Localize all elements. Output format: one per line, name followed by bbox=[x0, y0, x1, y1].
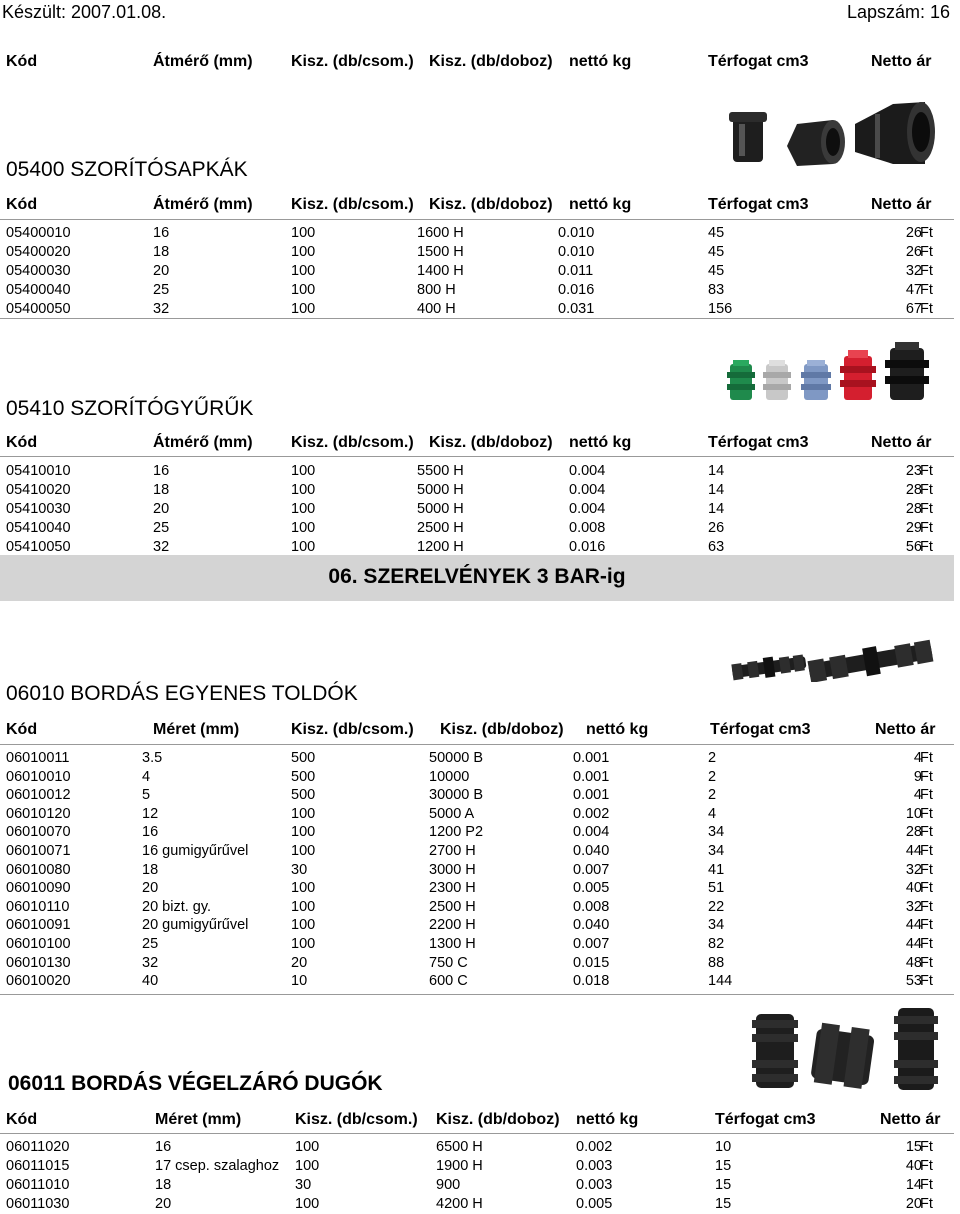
table-row bbox=[0, 936, 960, 954]
cell-terfogat: 15 bbox=[715, 1158, 732, 1174]
cell-meret: 20 bbox=[155, 1196, 172, 1212]
table-row bbox=[0, 263, 960, 281]
col-kisz-doboz: Kisz. (db/doboz) bbox=[440, 721, 564, 738]
cell-currency: Ft bbox=[920, 898, 933, 915]
col-netto-kg: nettó kg bbox=[569, 53, 632, 70]
connector-product-image bbox=[728, 636, 940, 682]
table-row bbox=[0, 899, 960, 917]
cell-currency: Ft bbox=[920, 263, 933, 279]
col-kod: Kód bbox=[6, 1111, 38, 1128]
cell-currency: Ft bbox=[920, 824, 933, 841]
cell-price: 47 bbox=[905, 282, 922, 298]
col-terfogat: Térfogat cm3 bbox=[708, 434, 809, 451]
divider bbox=[0, 318, 954, 319]
cell-kod: 05400020 bbox=[6, 244, 71, 260]
cell-price: 28 bbox=[905, 501, 922, 517]
table-row bbox=[0, 843, 960, 861]
col-netto-ar: Netto ár bbox=[871, 53, 932, 70]
cell-kisz-doboz: 30000 B bbox=[429, 787, 484, 804]
cell-price: 28 bbox=[905, 482, 922, 498]
cell-kod: 05400030 bbox=[6, 263, 71, 279]
cell-kisz-doboz: 2300 H bbox=[429, 880, 476, 897]
cell-kisz-doboz: 1600 H bbox=[417, 225, 464, 241]
col-kod: Kód bbox=[6, 434, 38, 451]
cell-kisz-doboz: 1200 P2 bbox=[429, 824, 484, 841]
col-netto-ar: Netto ár bbox=[875, 721, 936, 738]
cell-kisz-csom: 100 bbox=[291, 917, 316, 934]
col-kisz-csom: Kisz. (db/csom.) bbox=[295, 1111, 418, 1128]
cell-meret: 18 bbox=[153, 244, 170, 260]
cell-kisz-doboz: 800 H bbox=[417, 282, 456, 298]
cell-meret: 17 csep. szalaghoz bbox=[155, 1158, 280, 1174]
cell-kisz-doboz: 2200 H bbox=[429, 917, 476, 934]
cell-netto-kg: 0.001 bbox=[573, 768, 610, 785]
cell-kisz-csom: 100 bbox=[291, 805, 316, 822]
cell-netto-kg: 0.003 bbox=[576, 1158, 613, 1174]
cell-price: 4 bbox=[913, 787, 922, 804]
cell-meret: 18 bbox=[153, 482, 170, 498]
cell-kisz-csom: 100 bbox=[291, 301, 316, 317]
col-meret: Méret (mm) bbox=[155, 1111, 242, 1128]
cell-kisz-csom: 100 bbox=[291, 244, 316, 260]
cell-netto-kg: 0.004 bbox=[569, 482, 606, 498]
cell-netto-kg: 0.007 bbox=[573, 936, 610, 952]
cell-netto-kg: 0.004 bbox=[569, 463, 606, 479]
table-row bbox=[0, 301, 960, 319]
divider bbox=[0, 744, 954, 745]
cell-kod: 06010070 bbox=[6, 824, 71, 841]
cell-price: 14 bbox=[905, 1177, 922, 1193]
cell-kisz-doboz: 5000 A bbox=[429, 805, 475, 822]
table-row bbox=[0, 787, 960, 805]
section-title: 06010 BORDÁS EGYENES TOLDÓK bbox=[6, 682, 358, 705]
cell-kisz-doboz: 2700 H bbox=[429, 843, 476, 859]
cell-price: 9 bbox=[913, 768, 922, 785]
cell-currency: Ft bbox=[920, 973, 933, 990]
cell-currency: Ft bbox=[920, 301, 933, 317]
cell-netto-kg: 0.002 bbox=[573, 805, 610, 822]
cell-kod: 06010110 bbox=[6, 898, 70, 915]
cell-price: 26 bbox=[905, 244, 922, 260]
table-row bbox=[0, 862, 960, 880]
cell-currency: Ft bbox=[920, 843, 933, 859]
cell-kisz-csom: 100 bbox=[291, 843, 316, 859]
cell-netto-kg: 0.007 bbox=[573, 861, 610, 878]
cell-kisz-doboz: 750 C bbox=[429, 954, 468, 971]
cell-meret: 18 bbox=[142, 861, 159, 878]
col-netto-kg: nettó kg bbox=[586, 721, 649, 738]
col-kod: Kód bbox=[6, 721, 38, 738]
cell-netto-kg: 0.008 bbox=[573, 898, 610, 915]
cell-price: 53 bbox=[905, 973, 922, 990]
cell-terfogat: 83 bbox=[708, 282, 725, 298]
cell-kisz-doboz: 1200 H bbox=[417, 539, 464, 555]
section-title: 06011 BORDÁS VÉGELZÁRÓ DUGÓK bbox=[8, 1072, 383, 1095]
cell-currency: Ft bbox=[920, 880, 933, 897]
cell-kisz-csom: 500 bbox=[291, 768, 316, 785]
cell-currency: Ft bbox=[920, 1177, 933, 1193]
cell-kisz-csom: 100 bbox=[295, 1139, 320, 1155]
cell-kisz-doboz: 5000 H bbox=[417, 501, 464, 517]
cell-kod: 06010020 bbox=[6, 973, 71, 990]
cell-currency: Ft bbox=[920, 225, 933, 241]
cell-price: 10 bbox=[905, 805, 922, 822]
cell-kisz-doboz: 5000 H bbox=[417, 482, 464, 498]
cell-terfogat: 26 bbox=[708, 520, 725, 536]
cell-terfogat: 15 bbox=[715, 1196, 732, 1212]
col-kisz-doboz: Kisz. (db/doboz) bbox=[429, 196, 553, 213]
cell-kod: 06011010 bbox=[6, 1177, 70, 1193]
cell-meret: 32 bbox=[153, 539, 170, 555]
cell-kisz-csom: 500 bbox=[291, 750, 316, 766]
cell-kisz-doboz: 900 bbox=[436, 1177, 461, 1193]
cell-kisz-doboz: 2500 H bbox=[429, 898, 476, 915]
cell-netto-kg: 0.016 bbox=[558, 282, 595, 298]
cell-terfogat: 41 bbox=[708, 861, 725, 878]
cell-currency: Ft bbox=[920, 787, 933, 804]
cell-netto-kg: 0.004 bbox=[569, 501, 606, 517]
cell-netto-kg: 0.010 bbox=[558, 225, 595, 241]
cell-netto-kg: 0.004 bbox=[573, 824, 610, 841]
col-kisz-doboz: Kisz. (db/doboz) bbox=[429, 53, 553, 70]
cell-price: 44 bbox=[905, 843, 922, 859]
cell-currency: Ft bbox=[920, 482, 933, 498]
cell-meret: 16 bbox=[142, 824, 159, 841]
cell-terfogat: 14 bbox=[708, 482, 725, 498]
cell-terfogat: 45 bbox=[708, 263, 725, 279]
divider bbox=[0, 219, 954, 220]
cell-meret: 20 bbox=[153, 263, 170, 279]
cell-kod: 06010090 bbox=[6, 880, 71, 897]
cell-currency: Ft bbox=[920, 861, 933, 878]
ring-product-image bbox=[724, 340, 940, 406]
banner-title: 06. SZERELVÉNYEK 3 BAR-ig bbox=[328, 565, 626, 588]
cell-terfogat: 14 bbox=[708, 501, 725, 517]
table-row bbox=[0, 973, 960, 991]
section-title: 05410 SZORÍTÓGYŰRŰK bbox=[6, 397, 254, 420]
col-atmero: Átmérő (mm) bbox=[153, 434, 253, 451]
cell-kod: 06010080 bbox=[6, 861, 71, 878]
cell-netto-kg: 0.040 bbox=[573, 917, 610, 934]
col-netto-ar: Netto ár bbox=[871, 196, 932, 213]
cell-kod: 05410040 bbox=[6, 520, 71, 536]
cell-kisz-csom: 100 bbox=[291, 482, 316, 498]
cell-price: 56 bbox=[905, 539, 922, 555]
cell-kod: 05400040 bbox=[6, 282, 71, 298]
cell-kisz-csom: 100 bbox=[295, 1196, 320, 1212]
cell-meret: 16 bbox=[155, 1139, 172, 1155]
cell-kisz-doboz: 50000 B bbox=[429, 750, 484, 766]
cell-netto-kg: 0.005 bbox=[576, 1196, 613, 1212]
cell-price: 32 bbox=[905, 861, 922, 878]
cell-terfogat: 45 bbox=[708, 244, 725, 260]
cell-price: 40 bbox=[905, 880, 922, 897]
cell-netto-kg: 0.001 bbox=[573, 750, 610, 766]
cell-terfogat: 88 bbox=[708, 954, 725, 971]
cell-kisz-doboz: 6500 H bbox=[436, 1139, 483, 1155]
col-kod: Kód bbox=[6, 53, 38, 70]
cell-currency: Ft bbox=[920, 282, 933, 298]
cell-meret: 25 bbox=[153, 282, 170, 298]
cell-price: 20 bbox=[905, 1196, 922, 1212]
cell-terfogat: 82 bbox=[708, 936, 725, 952]
cell-kod: 06011030 bbox=[6, 1196, 70, 1212]
cell-currency: Ft bbox=[920, 805, 933, 822]
cap-product-image bbox=[725, 94, 940, 170]
cell-netto-kg: 0.040 bbox=[573, 843, 610, 859]
cell-terfogat: 2 bbox=[708, 787, 717, 804]
cell-price: 44 bbox=[905, 917, 922, 934]
table-row bbox=[0, 225, 960, 243]
cell-price: 48 bbox=[905, 954, 922, 971]
cell-kisz-doboz: 3000 H bbox=[429, 861, 476, 878]
category-banner bbox=[0, 555, 954, 601]
cell-currency: Ft bbox=[920, 750, 933, 766]
col-terfogat: Térfogat cm3 bbox=[715, 1111, 816, 1128]
cell-kisz-doboz: 4200 H bbox=[436, 1196, 483, 1212]
table-row bbox=[0, 880, 960, 898]
cell-terfogat: 14 bbox=[708, 463, 725, 479]
cell-kod: 06010100 bbox=[6, 936, 71, 952]
col-terfogat: Térfogat cm3 bbox=[708, 196, 809, 213]
cell-kisz-doboz: 2500 H bbox=[417, 520, 464, 536]
cell-meret: 5 bbox=[142, 787, 151, 804]
cell-meret: 32 bbox=[153, 301, 170, 317]
table-row bbox=[0, 501, 960, 519]
cell-kod: 05400010 bbox=[6, 225, 71, 241]
cell-kisz-csom: 100 bbox=[291, 501, 316, 517]
divider bbox=[0, 1133, 954, 1134]
col-kod: Kód bbox=[6, 196, 38, 213]
cell-meret: 20 bbox=[153, 501, 170, 517]
cell-kisz-csom: 100 bbox=[291, 463, 316, 479]
table-row bbox=[0, 463, 960, 481]
col-meret: Méret (mm) bbox=[153, 721, 240, 738]
cell-kisz-doboz: 1300 H bbox=[429, 936, 476, 952]
cell-terfogat: 63 bbox=[708, 539, 725, 555]
col-netto-kg: nettó kg bbox=[569, 434, 632, 451]
cell-terfogat: 34 bbox=[708, 824, 725, 841]
cell-kisz-csom: 100 bbox=[291, 880, 316, 897]
cell-terfogat: 34 bbox=[708, 843, 725, 859]
table-row bbox=[0, 520, 960, 538]
cell-kod: 06010130 bbox=[6, 954, 71, 971]
col-netto-kg: nettó kg bbox=[576, 1111, 639, 1128]
table-row bbox=[0, 769, 960, 787]
table-row bbox=[0, 1158, 960, 1176]
table-row bbox=[0, 1196, 960, 1214]
col-kisz-csom: Kisz. (db/csom.) bbox=[291, 53, 414, 70]
cell-kod: 06011020 bbox=[6, 1139, 70, 1155]
cell-currency: Ft bbox=[920, 917, 933, 934]
plug-product-image bbox=[748, 1004, 940, 1096]
cell-kod: 05410020 bbox=[6, 482, 71, 498]
cell-currency: Ft bbox=[920, 501, 933, 517]
cell-terfogat: 34 bbox=[708, 917, 725, 934]
cell-kisz-csom: 100 bbox=[291, 282, 316, 298]
cell-kisz-doboz: 1500 H bbox=[417, 244, 464, 260]
created-date: Készült: 2007.01.08. bbox=[2, 2, 167, 22]
cell-kod: 05410030 bbox=[6, 501, 71, 517]
cell-price: 67 bbox=[905, 301, 922, 317]
table-row bbox=[0, 806, 960, 824]
cell-terfogat: 4 bbox=[708, 805, 717, 822]
cell-currency: Ft bbox=[920, 539, 933, 555]
cell-kisz-csom: 20 bbox=[291, 954, 308, 971]
divider bbox=[0, 456, 954, 457]
col-netto-ar: Netto ár bbox=[871, 434, 932, 451]
col-atmero: Átmérő (mm) bbox=[153, 196, 253, 213]
table-row bbox=[0, 750, 960, 768]
table-row bbox=[0, 917, 960, 935]
cell-kod: 06011015 bbox=[6, 1158, 70, 1174]
cell-terfogat: 22 bbox=[708, 898, 725, 915]
cell-price: 26 bbox=[905, 225, 922, 241]
col-netto-ar: Netto ár bbox=[880, 1111, 941, 1128]
col-netto-kg: nettó kg bbox=[569, 196, 632, 213]
cell-kisz-doboz: 10000 bbox=[429, 768, 470, 785]
table-row bbox=[0, 1177, 960, 1195]
cell-price: 40 bbox=[905, 1158, 922, 1174]
cell-meret: 4 bbox=[142, 768, 151, 785]
cell-kisz-doboz: 5500 H bbox=[417, 463, 464, 479]
cell-terfogat: 10 bbox=[715, 1139, 732, 1155]
cell-meret: 25 bbox=[142, 936, 159, 952]
cell-meret: 40 bbox=[142, 973, 159, 990]
cell-terfogat: 2 bbox=[708, 768, 717, 785]
cell-netto-kg: 0.008 bbox=[569, 520, 606, 536]
cell-price: 23 bbox=[905, 463, 922, 479]
cell-price: 44 bbox=[905, 936, 922, 952]
col-kisz-doboz: Kisz. (db/doboz) bbox=[429, 434, 553, 451]
cell-currency: Ft bbox=[920, 244, 933, 260]
cell-kod: 06010091 bbox=[6, 917, 71, 934]
cell-kisz-csom: 100 bbox=[295, 1158, 320, 1174]
cell-terfogat: 144 bbox=[708, 973, 733, 990]
table-row bbox=[0, 1139, 960, 1157]
cell-kisz-csom: 100 bbox=[291, 824, 316, 841]
cell-currency: Ft bbox=[920, 936, 933, 952]
cell-price: 29 bbox=[905, 520, 922, 536]
col-kisz-csom: Kisz. (db/csom.) bbox=[291, 721, 414, 738]
cell-kisz-csom: 100 bbox=[291, 520, 316, 536]
cell-netto-kg: 0.001 bbox=[573, 787, 610, 804]
cell-kisz-csom: 100 bbox=[291, 898, 316, 915]
cell-currency: Ft bbox=[920, 520, 933, 536]
cell-netto-kg: 0.003 bbox=[576, 1177, 613, 1193]
cell-meret: 3.5 bbox=[142, 750, 163, 766]
cell-kod: 05410050 bbox=[6, 539, 71, 555]
divider bbox=[0, 994, 954, 995]
cell-meret: 16 gumigyűrűvel bbox=[142, 843, 249, 859]
cell-netto-kg: 0.018 bbox=[573, 973, 610, 990]
col-atmero: Átmérő (mm) bbox=[153, 53, 253, 70]
table-row bbox=[0, 482, 960, 500]
cell-kod: 06010120 bbox=[6, 805, 71, 822]
cell-kod: 05410010 bbox=[6, 463, 71, 479]
cell-terfogat: 51 bbox=[708, 880, 725, 897]
cell-price: 4 bbox=[913, 750, 922, 766]
cell-netto-kg: 0.016 bbox=[569, 539, 606, 555]
cell-kisz-csom: 100 bbox=[291, 225, 316, 241]
cell-kisz-doboz: 1400 H bbox=[417, 263, 464, 279]
cell-kod: 06010012 bbox=[6, 787, 71, 804]
cell-currency: Ft bbox=[920, 1139, 933, 1155]
cell-currency: Ft bbox=[920, 954, 933, 971]
cell-meret: 12 bbox=[142, 805, 159, 822]
cell-currency: Ft bbox=[920, 768, 933, 785]
col-kisz-csom: Kisz. (db/csom.) bbox=[291, 196, 414, 213]
cell-kisz-csom: 500 bbox=[291, 787, 316, 804]
cell-terfogat: 156 bbox=[708, 301, 733, 317]
cell-netto-kg: 0.005 bbox=[573, 880, 610, 897]
section-title: 05400 SZORÍTÓSAPKÁK bbox=[6, 158, 248, 181]
cell-kod: 06010010 bbox=[6, 768, 71, 785]
cell-kod: 06010071 bbox=[6, 843, 71, 859]
cell-kisz-csom: 100 bbox=[291, 539, 316, 555]
cell-kisz-csom: 30 bbox=[295, 1177, 312, 1193]
cell-terfogat: 15 bbox=[715, 1177, 732, 1193]
cell-netto-kg: 0.031 bbox=[558, 301, 595, 317]
cell-currency: Ft bbox=[920, 463, 933, 479]
col-kisz-csom: Kisz. (db/csom.) bbox=[291, 434, 414, 451]
cell-meret: 20 gumigyűrűvel bbox=[142, 917, 249, 934]
cell-terfogat: 45 bbox=[708, 225, 725, 241]
cell-kod: 05400050 bbox=[6, 301, 71, 317]
cell-terfogat: 2 bbox=[708, 750, 717, 766]
cell-meret: 18 bbox=[155, 1177, 172, 1193]
cell-kisz-csom: 10 bbox=[291, 973, 308, 990]
cell-meret: 32 bbox=[142, 954, 159, 971]
cell-meret: 16 bbox=[153, 225, 170, 241]
table-row bbox=[0, 955, 960, 973]
cell-currency: Ft bbox=[920, 1196, 933, 1212]
cell-price: 28 bbox=[905, 824, 922, 841]
cell-currency: Ft bbox=[920, 1158, 933, 1174]
cell-meret: 20 bizt. gy. bbox=[142, 898, 212, 915]
cell-kod: 06010011 bbox=[6, 750, 70, 766]
cell-kisz-doboz: 1900 H bbox=[436, 1158, 483, 1174]
cell-netto-kg: 0.010 bbox=[558, 244, 595, 260]
cell-kisz-doboz: 600 C bbox=[429, 973, 468, 990]
cell-netto-kg: 0.002 bbox=[576, 1139, 613, 1155]
cell-kisz-csom: 30 bbox=[291, 861, 308, 878]
col-terfogat: Térfogat cm3 bbox=[710, 721, 811, 738]
cell-meret: 20 bbox=[142, 880, 159, 897]
col-kisz-doboz: Kisz. (db/doboz) bbox=[436, 1111, 560, 1128]
cell-meret: 25 bbox=[153, 520, 170, 536]
cell-kisz-csom: 100 bbox=[291, 936, 316, 952]
cell-price: 15 bbox=[905, 1139, 922, 1155]
cell-price: 32 bbox=[905, 263, 922, 279]
cell-kisz-csom: 100 bbox=[291, 263, 316, 279]
cell-netto-kg: 0.011 bbox=[558, 263, 594, 279]
table-row bbox=[0, 824, 960, 842]
cell-meret: 16 bbox=[153, 463, 170, 479]
cell-price: 32 bbox=[905, 898, 922, 915]
table-row bbox=[0, 282, 960, 300]
page-number: Lapszám: 16 bbox=[846, 2, 950, 22]
cell-kisz-doboz: 400 H bbox=[417, 301, 456, 317]
table-row bbox=[0, 244, 960, 262]
cell-netto-kg: 0.015 bbox=[573, 954, 610, 971]
col-terfogat: Térfogat cm3 bbox=[708, 53, 809, 70]
